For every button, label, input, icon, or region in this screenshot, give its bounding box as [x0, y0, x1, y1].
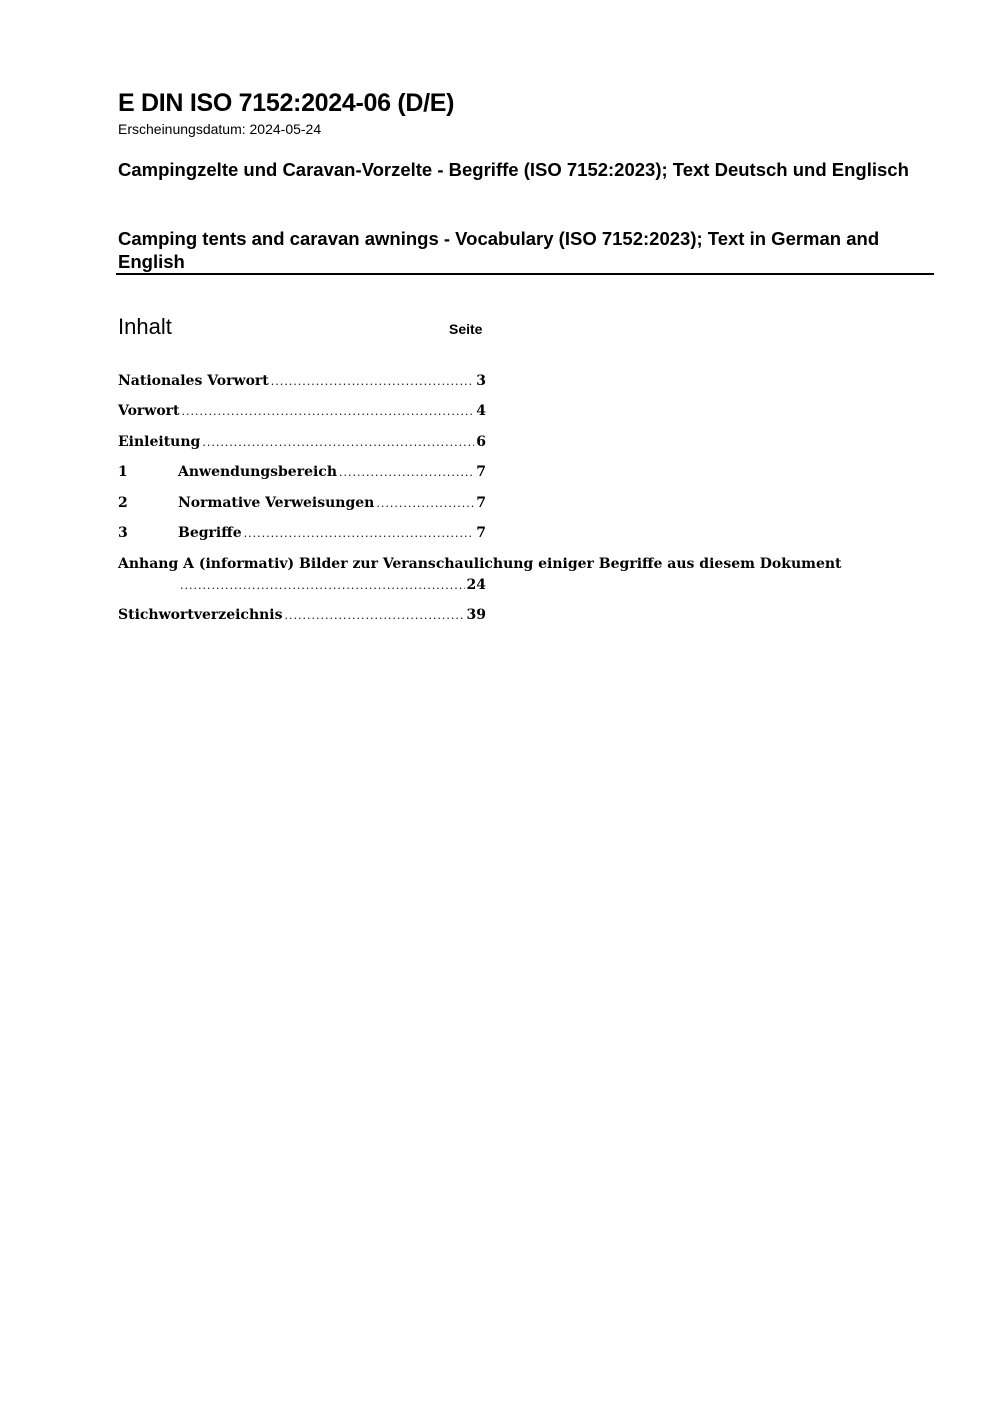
toc-entry-anwendungsbereich[interactable] — [118, 462, 486, 482]
toc-entry-page: 39 — [466, 607, 486, 623]
toc-entry-page: 7 — [476, 464, 486, 480]
toc-entry-label: Vorwort — [118, 403, 180, 419]
toc-dot-leader — [244, 524, 475, 544]
toc-dot-leader — [180, 576, 465, 596]
toc-dot-leader — [376, 494, 474, 514]
toc-entry-anhang-a-page-line[interactable] — [178, 575, 486, 595]
toc-entry-number: 1 — [118, 464, 128, 480]
toc-entry-label: Einleitung — [118, 434, 201, 450]
toc-heading: Inhalt — [118, 314, 172, 339]
toc-entry-page: 3 — [476, 373, 486, 389]
toc-dot-leader — [182, 402, 475, 422]
toc-entry-page: 7 — [476, 495, 486, 511]
toc-dot-leader — [271, 372, 475, 392]
toc-entry-nationales-vorwort[interactable] — [118, 371, 486, 391]
title-divider — [116, 273, 934, 275]
toc-dot-leader — [202, 433, 474, 453]
toc-entry-page: 24 — [466, 577, 486, 593]
toc-entry-einleitung[interactable] — [118, 432, 486, 452]
publication-date: Erscheinungsdatum: 2024-05-24 — [118, 121, 322, 137]
toc-entry-page: 7 — [476, 525, 486, 541]
toc-dot-leader — [285, 606, 465, 626]
toc-entry-vorwort[interactable] — [118, 401, 486, 421]
toc-entry-label: Normative Verweisungen — [178, 495, 375, 511]
toc-entry-label: Nationales Vorwort — [118, 373, 269, 389]
toc-entry-label: Anwendungsbereich — [178, 464, 337, 480]
standard-id: E DIN ISO 7152:2024-06 (D/E) — [118, 89, 455, 117]
toc-entry-page: 4 — [476, 403, 486, 419]
toc-entry-number: 3 — [118, 525, 128, 541]
toc-entry-page: 6 — [476, 434, 486, 450]
toc-entry-begriffe[interactable] — [118, 523, 486, 543]
title-german: Campingzelte und Caravan-Vorzelte - Begriffe (ISO 7152:2023); Text Deutsch und Englisch — [118, 159, 909, 180]
toc-page-column-label: Seite — [449, 321, 483, 337]
toc-entry-label: Begriffe — [178, 525, 242, 541]
toc-entry-number: 2 — [118, 495, 128, 511]
toc-entry-stichwortverzeichnis[interactable] — [118, 605, 486, 625]
toc-entry-label: Stichwortverzeichnis — [118, 607, 283, 623]
toc-entry-anhang-a[interactable]: Anhang A (informativ) Bilder zur Veranschaulichung einiger Begriffe aus diesem Dokument — [118, 556, 842, 572]
title-english: Camping tents and caravan awnings - Vocabulary (ISO 7152:2023); Text in German and English — [118, 228, 880, 272]
toc-entry-normative-verweisungen[interactable] — [118, 493, 486, 513]
toc-dot-leader — [339, 463, 474, 483]
